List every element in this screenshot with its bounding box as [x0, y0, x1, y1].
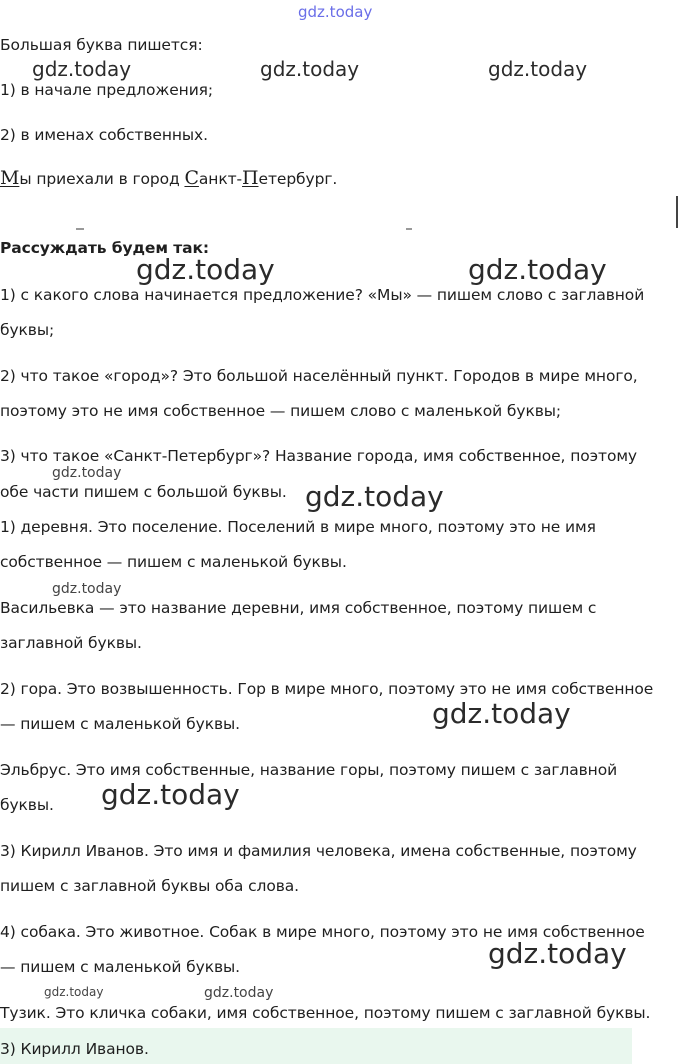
- answer-line: — пишем с маленькой буквы.: [0, 715, 240, 733]
- watermark: gdz.today: [52, 465, 122, 481]
- answer-line: собственное — пишем с маленькой буквы.: [0, 553, 347, 571]
- watermark: gdz.today: [101, 778, 240, 811]
- answer-line: пишем с заглавной буквы оба слова.: [0, 877, 299, 895]
- capital-letter: С: [184, 167, 199, 189]
- answer-line: Эльбрус. Это имя собственные, название горы, поэтому пишем с заглавной: [0, 761, 618, 779]
- cropped-text-fragment: [76, 228, 84, 230]
- reasoning-line: буквы;: [0, 321, 55, 339]
- answer-line: 2) гора. Это возвышенность. Гор в мире много, поэтому это не имя собственное: [0, 680, 654, 698]
- watermark: gdz.today: [488, 937, 627, 970]
- watermark: gdz.today: [260, 57, 360, 81]
- watermark: gdz.today: [32, 57, 132, 81]
- watermark: gdz.today: [488, 57, 588, 81]
- rule-item: 2) в именах собственных.: [0, 126, 208, 144]
- capital-letter: П: [242, 167, 259, 189]
- watermark: gdz.today: [432, 697, 571, 730]
- watermark-link[interactable]: gdz.today: [298, 3, 373, 21]
- watermark: gdz.today: [305, 480, 444, 513]
- reasoning-line: поэтому это не имя собственное — пишем слово с маленькой буквы;: [0, 402, 562, 420]
- reasoning-heading: Рассуждать будем так:: [0, 239, 209, 257]
- answer-line: — пишем с маленькой буквы.: [0, 958, 240, 976]
- watermark: gdz.today: [204, 985, 274, 1001]
- answer-line: буквы.: [0, 796, 54, 814]
- answer-line: заглавной буквы.: [0, 634, 142, 652]
- watermark: gdz.today: [44, 985, 104, 999]
- rule-item: 1) в начале предложения;: [0, 81, 214, 99]
- cropped-text-fragment: [406, 228, 412, 230]
- answer-line: Тузик. Это кличка собаки, имя собственное, поэтому пишем с заглавной буквы.: [0, 1004, 651, 1022]
- answer-line: Васильевка — это название деревни, имя собственное, поэтому пишем с: [0, 599, 597, 617]
- scroll-edge-mark: [676, 196, 678, 228]
- answer-line: 4) собака. Это животное. Собак в мире много, поэтому это не имя собственное: [0, 923, 645, 941]
- reasoning-line: обе части пишем с большой буквы.: [0, 483, 287, 501]
- reasoning-line: 2) что такое «город»? Это большой населённый пункт. Городов в мире много,: [0, 367, 638, 385]
- reasoning-line: 3) что такое «Санкт-Петербург»? Название города, имя собственное, поэтому: [0, 447, 638, 465]
- watermark: gdz.today: [136, 253, 275, 286]
- answer-line: 1) деревня. Это поселение. Поселений в мире много, поэтому это не имя: [0, 518, 596, 536]
- watermark: gdz.today: [468, 253, 607, 286]
- reasoning-line: 1) с какого слова начинается предложение? «Мы» — пишем слово с заглавной: [0, 286, 645, 304]
- rules-heading: Большая буква пишется:: [0, 36, 203, 54]
- answer-line: 3) Кирилл Иванов. Это имя и фамилия человека, имена собственные, поэтому: [0, 842, 637, 860]
- capital-letter: М: [0, 167, 20, 189]
- highlighted-answer: 3) Кирилл Иванов.: [0, 1040, 149, 1058]
- watermark: gdz.today: [52, 581, 122, 597]
- example-sentence: Мы приехали в город Санкт-Петербург.: [0, 167, 338, 189]
